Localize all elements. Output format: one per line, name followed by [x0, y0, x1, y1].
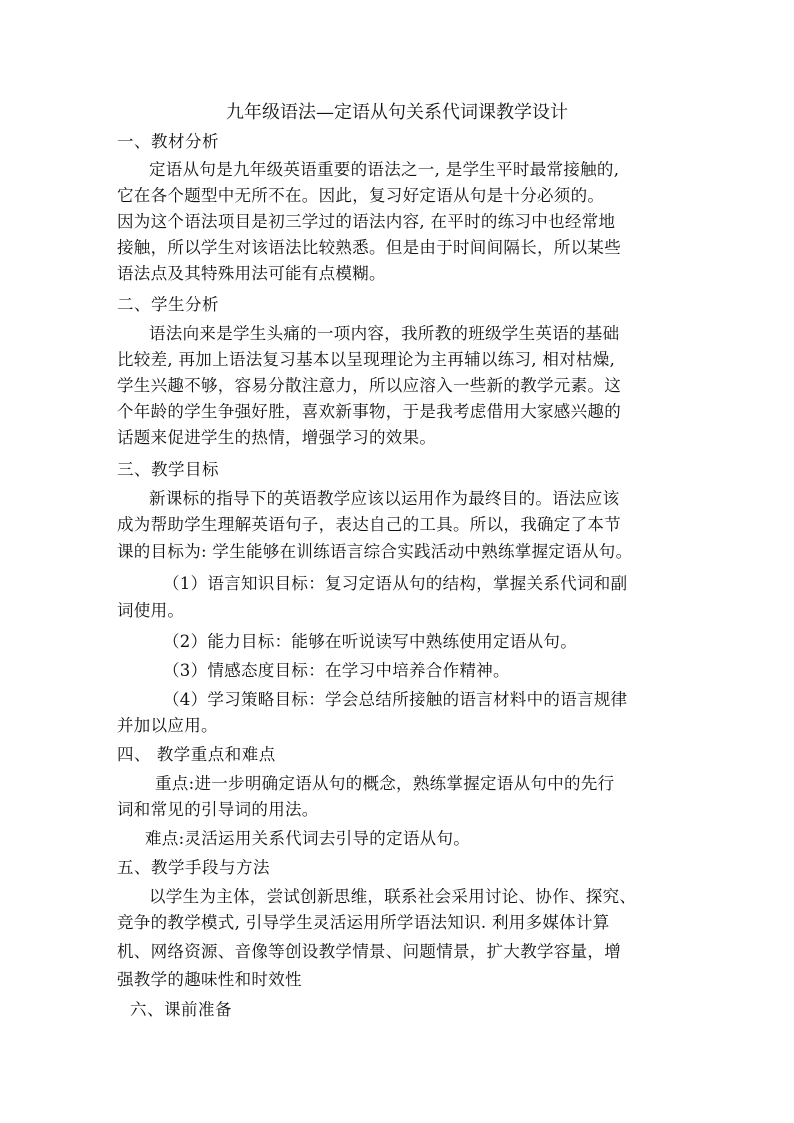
paragraph-line: 定语从句是九年级英语重要的语法之一, 是学生平时最常接触的, — [149, 160, 620, 179]
paragraph-line: 话题来促进学生的热情，增强学习的效果。 — [117, 428, 437, 447]
paragraph-line: 词和常见的引导词的用法。 — [117, 800, 319, 819]
paragraph-line: 强教学的趣味性和时效性 — [117, 970, 302, 989]
paragraph-line: 新课标的指导下的英语教学应该以运用作为最终目的。语法应该 — [149, 489, 620, 508]
paragraph-line: 课的目标为: 学生能够在训练语言综合实践活动中熟练掌握定语从句。 — [117, 542, 633, 561]
paragraph-line: 语法点及其特殊用法可能有点模糊。 — [117, 264, 386, 283]
paragraph-line: 因为这个语法项目是初三学过的语法内容, 在平时的练习中也经常地 — [117, 212, 616, 231]
objective-item: （4）学习策略目标：学会总结所接触的语言材料中的语言规律 — [163, 690, 628, 709]
paragraph-line: 以学生为主体，尝试创新思维，联系社会采用讨论、协作、探究、 — [149, 887, 637, 906]
page-title: 九年级语法—定语从句关系代词课教学设计 — [226, 102, 568, 123]
paragraph-line: 难点:灵活运用关系代词去引导的定语从句。 — [145, 829, 471, 848]
section-heading-materials: 一、教材分析 — [117, 132, 219, 151]
paragraph-line: 重点:进一步明确定语从句的概念，熟练掌握定语从句中的先行 — [155, 774, 615, 793]
section-heading-objectives: 三、教学目标 — [117, 460, 219, 479]
paragraph-line: 并加以应用。 — [117, 716, 218, 735]
paragraph-line: 接触，所以学生对该语法比较熟悉。但是由于时间间隔长，所以某些 — [117, 238, 621, 257]
paragraph-line: 词使用。 — [117, 601, 185, 620]
paragraph-line: 比较差, 再加上语法复习基本以呈现理论为主再辅以练习, 相对枯燥, — [117, 350, 616, 369]
objective-item: （2）能力目标：能够在听说读写中熟练使用定语从句。 — [163, 632, 577, 651]
objective-item: （3）情感态度目标：在学习中培养合作精神。 — [163, 661, 510, 680]
paragraph-line: 学生兴趣不够，容易分散注意力，所以应溶入一些新的教学元素。这 — [117, 376, 621, 395]
section-heading-methods: 五、教学手段与方法 — [117, 858, 270, 877]
section-heading-students: 二、学生分析 — [117, 295, 219, 314]
section-heading-key-points: 四、 教学重点和难点 — [117, 745, 276, 764]
paragraph-line: 机、网络资源、音像等创设教学情景、问题情景，扩大教学容量，增 — [117, 942, 621, 961]
section-heading-preparation: 六、课前准备 — [130, 1000, 232, 1019]
paragraph-line: 个年龄的学生争强好胜，喜欢新事物，于是我考虑借用大家感兴趣的 — [117, 402, 621, 421]
paragraph-line: 它在各个题型中无所不在。因此，复习好定语从句是十分必须的。 — [117, 186, 605, 205]
objective-item: （1）语言知识目标：复习定语从句的结构，掌握关系代词和副 — [163, 574, 628, 593]
paragraph-line: 语法向来是学生头痛的一项内容，我所教的班级学生英语的基础 — [149, 324, 620, 343]
paragraph-line: 竞争的教学模式, 引导学生灵活运用所学语法知识. 利用多媒体计算 — [117, 913, 610, 932]
paragraph-line: 成为帮助学生理解英语句子，表达自己的工具。所以，我确定了本节 — [117, 515, 621, 534]
